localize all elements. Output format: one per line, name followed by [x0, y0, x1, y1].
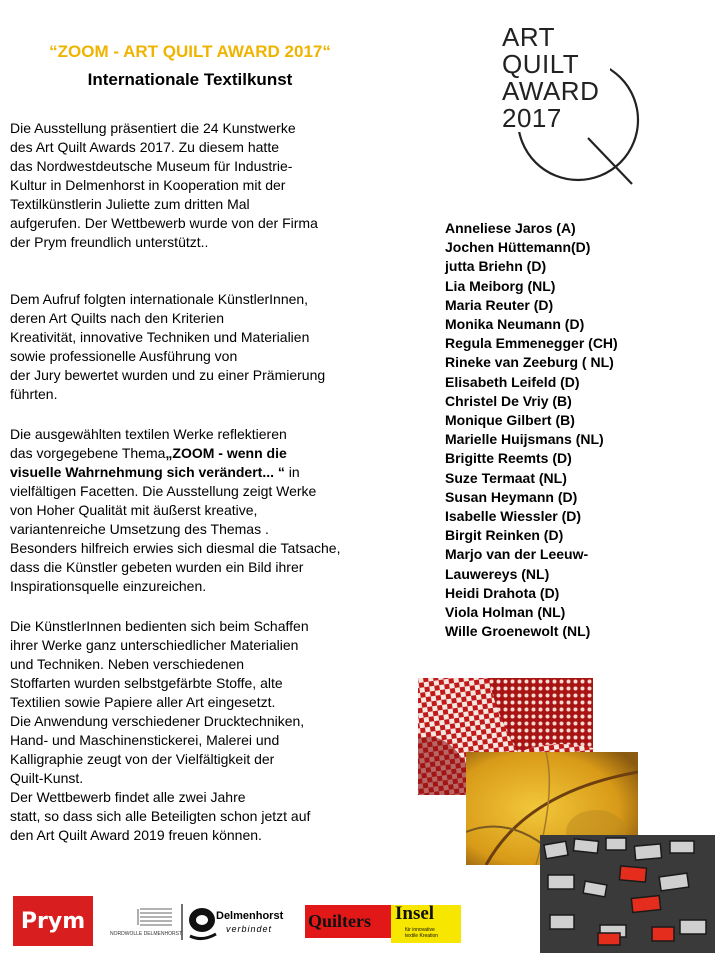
- museum-logo: [110, 905, 190, 941]
- prym-logo: Prym: [13, 896, 93, 946]
- text-line: Dem Aufruf folgten internationale KünstlerInnen,: [10, 291, 309, 307]
- logo-line: ART: [502, 22, 556, 52]
- paragraph-intro: [10, 119, 318, 252]
- text-line: das Nordwestdeutsche Museum für Industrie-: [10, 158, 293, 174]
- artist-name: Birgit Reinken (D): [445, 527, 564, 544]
- insel-text: Insel: [395, 903, 435, 924]
- artist-name: Marjo van der Leeuw-: [445, 546, 589, 563]
- text-line: den Art Quilt Award 2019 freuen können.: [10, 827, 262, 843]
- artist-name: Lia Meiborg (NL): [445, 277, 556, 294]
- text-line: Stoffarten wurden selbstgefärbte Stoffe, alte: [10, 675, 283, 691]
- text-line: Besonders hilfreich erwies sich diesmal die Tatsache,: [10, 540, 341, 556]
- logo-line: QUILT: [502, 49, 580, 79]
- text-line: führten.: [10, 386, 58, 402]
- delmenhorst-logo: [180, 900, 295, 945]
- artist-name: Christel De Vriy (B): [445, 392, 572, 409]
- text-line: Die Anwendung verschiedener Drucktechniken,: [10, 713, 305, 729]
- text-line: aufgerufen. Der Wettbewerb wurde von der Firma: [10, 215, 318, 231]
- page-subtitle: Internationale Textilkunst: [87, 70, 293, 89]
- insel-subtitle: [405, 927, 438, 939]
- text-line: vielfältigen Facetten. Die Ausstellung zeigt Werke: [10, 483, 317, 499]
- text-line: Kreativität, innovative Techniken und Materialien: [10, 329, 310, 345]
- museum-logo-text: NORDWOLLE DELMENHORST: [110, 931, 182, 937]
- text-line: von Hoher Qualität mit äußerst kreative,: [10, 502, 258, 518]
- text-line: Kalligraphie zeugt von der Vielfältigkeit der: [10, 751, 275, 767]
- artist-name: Anneliese Jaros (A): [445, 220, 576, 236]
- artist-name: Elisabeth Leifeld (D): [445, 373, 580, 390]
- quilt-image-grey-mosaic: [540, 835, 715, 953]
- award-logo-text: [502, 24, 599, 132]
- quilters-text: Quilters: [305, 905, 394, 938]
- text-line: sowie professionelle Ausführung von: [10, 348, 238, 364]
- text-line: Die ausgewählten textilen Werke reflektieren: [10, 426, 287, 442]
- insel-sub-line: textile Kreation: [405, 933, 439, 939]
- logo-line: AWARD: [502, 76, 600, 106]
- text-line: Textilkünstlerin Juliette zum dritten Mal: [10, 196, 250, 212]
- artist-name: jutta Briehn (D): [445, 258, 547, 275]
- artist-name: Heidi Drahota (D): [445, 584, 560, 601]
- artist-name: Marielle Huijsmans (NL): [445, 431, 604, 448]
- theme-bold-text: visuelle Wahrnehmung sich verändert... “: [10, 464, 285, 480]
- text-line: Kultur in Delmenhorst in Kooperation mit der: [10, 177, 286, 193]
- text-line: deren Art Quilts nach den Kriterien: [10, 310, 225, 326]
- text-line: Die KünstlerInnen bedienten sich beim Schaffen: [10, 618, 309, 634]
- text-line: Der Wettbewerb findet alle zwei Jahre: [10, 789, 246, 805]
- text-line: und Techniken. Neben verschiedenen: [10, 656, 245, 672]
- text-line: Die Ausstellung präsentiert die 24 Kunstwerke: [10, 120, 296, 136]
- paragraph-materials: [10, 617, 310, 845]
- text-line: Hand- und Maschinenstickerei, Malerei und: [10, 732, 280, 748]
- artist-name: Regula Emmenegger (CH): [445, 335, 618, 352]
- artist-name: Monique Gilbert (B): [445, 412, 575, 429]
- text-span: das vorgegebene Thema: [10, 445, 166, 461]
- artist-name: Suze Termaat (NL): [445, 469, 567, 486]
- delmenhorst-slogan: verbindet: [226, 924, 273, 934]
- artist-name: Maria Reuter (D): [445, 296, 554, 313]
- artist-list: [445, 219, 618, 641]
- insel-sub-line: für innovative: [405, 927, 435, 933]
- text-line: variantenreiche Umsetzung des Themas .: [10, 521, 269, 537]
- quilters-insel-logo: [305, 905, 465, 943]
- artist-name: Viola Holman (NL): [445, 604, 566, 621]
- theme-bold-text: „ZOOM - wenn die: [165, 445, 287, 461]
- museum-logo-graphic: [110, 905, 180, 931]
- artist-name: Rineke van Zeeburg ( NL): [445, 354, 614, 371]
- text-line: ihrer Werke ganz unterschiedlicher Materialien: [10, 637, 299, 653]
- delmenhorst-name: Delmenhorst: [216, 910, 284, 922]
- text-line: des Art Quilt Awards 2017. Zu diesem hatte: [10, 139, 280, 155]
- text-line: dass die Künstler gebeten wurden ein Bild ihrer: [10, 559, 304, 575]
- artist-name: Susan Heymann (D): [445, 488, 578, 505]
- artist-name: Isabelle Wiessler (D): [445, 508, 582, 525]
- text-line: der Prym freundlich unterstützt..: [10, 234, 209, 250]
- text-line: statt, so dass sich alle Beteiligten schon jetzt auf: [10, 808, 311, 824]
- artist-name: Lauwereys (NL): [445, 565, 550, 582]
- text-line: Inspirationsquelle einzureichen.: [10, 578, 207, 594]
- delmenhorst-mark: [180, 900, 220, 945]
- paragraph-criteria: [10, 290, 325, 404]
- insel-block: [391, 905, 461, 943]
- text-line: Quilt-Kunst.: [10, 770, 84, 786]
- text-line: der Jury bewertet wurden und zu einer Prämierung: [10, 367, 326, 383]
- page-title: “ZOOM - ART QUILT AWARD 2017“: [49, 42, 331, 61]
- artist-name: Jochen Hüttemann(D): [445, 239, 591, 256]
- artist-name: Brigitte Reemts (D): [445, 450, 572, 467]
- logo-line: 2017: [502, 103, 562, 133]
- text-line: [10, 444, 340, 463]
- artist-name: Monika Neumann (D): [445, 316, 585, 333]
- paragraph-theme: [10, 425, 340, 596]
- text-line: Textilien sowie Papiere aller Art eingesetzt.: [10, 694, 276, 710]
- artist-name: Wille Groenewolt (NL): [445, 623, 591, 640]
- text-span: in: [284, 464, 300, 480]
- text-line: [10, 463, 340, 482]
